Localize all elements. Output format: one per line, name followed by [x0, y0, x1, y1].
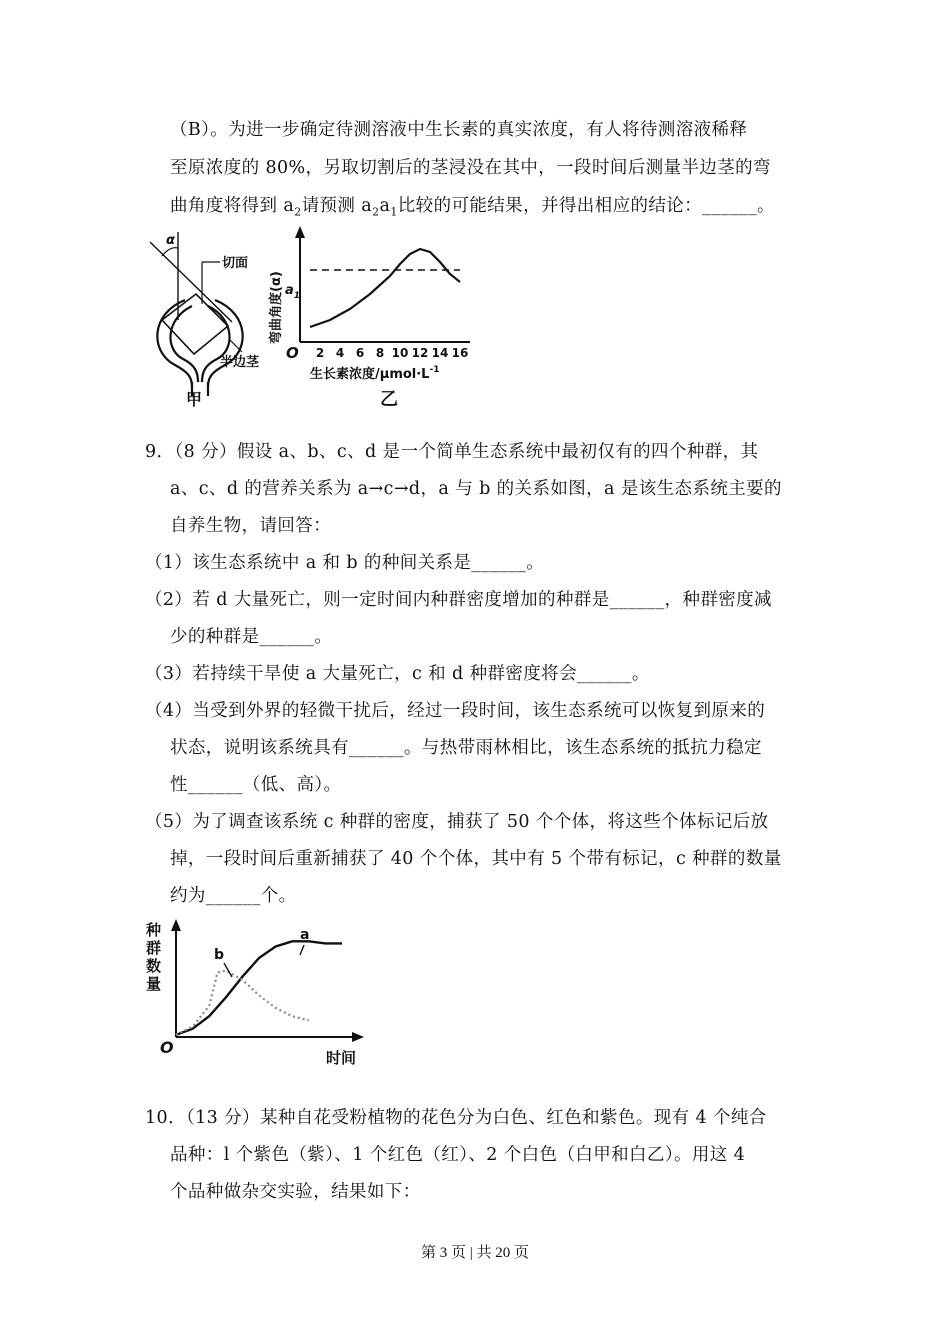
q9-sub-5a: （5）为了调查该系统 c 种群的密度，捕获了 50 个个体，将这些个体标记后放 [145, 812, 769, 832]
angle-line-diagonal [150, 242, 232, 322]
q9-sub-2a: （2）若 d 大量死亡，则一定时间内种群密度增加的种群是______，种群密度减 [145, 590, 772, 610]
x-tick-label: 12 [411, 346, 429, 360]
x-tick-label: 14 [431, 346, 449, 360]
q9-sub-5c: 约为______个。 [170, 886, 297, 906]
y-label-char-3: 数 [146, 957, 162, 975]
q10-line-2: 品种：l 个紫色（紫）、1 个红色（红）、2 个白色（白甲和白乙）。用这 4 [170, 1145, 746, 1165]
page-footer: 第 3 页 | 共 20 页 [420, 1245, 529, 1261]
q9-line-1: 9．（8 分）假设 a、b、c、d 是一个简单生态系统中最初仅有的四个种群，其 [145, 442, 759, 462]
a1-label: $a_1$ [285, 283, 301, 301]
q9-sub-5b: 掉，一段时间后重新捕获了 40 个个体，其中有 5 个带有标记，c 种群的数量 [170, 849, 782, 869]
label-b-leader [224, 963, 232, 977]
intro-line-2: 至原浓度的 80%，另取切割后的茎浸没在其中，一段时间后测量半边茎的弯 [170, 158, 771, 178]
q9-sub-1: （1）该生态系统中 a 和 b 的种间关系是______。 [145, 553, 545, 573]
angle-arc [162, 248, 178, 256]
q10-line-3: 个品种做杂交实验，结果如下： [170, 1182, 421, 1202]
figure-population-chart [142, 915, 372, 1075]
x-axis-arrow [352, 1032, 364, 1042]
q10-line-1: 10．（13 分）某种自花受粉植物的花色分为白色、红色和紫色。现有 4 个纯合 [145, 1108, 767, 1128]
y-label-char-2: 群 [146, 939, 162, 957]
q9-sub-3: （3）若持续干旱使 a 大量死亡，c 和 d 种群密度将会______。 [145, 664, 650, 684]
series-a-curve [176, 941, 342, 1035]
origin-label: O [160, 1038, 174, 1057]
q9-line-2: a、c、d 的营养关系为 a→c→d，a 与 b 的关系如图，a 是该生态系统主要的 [170, 479, 782, 499]
y-axis-arrow [171, 919, 181, 931]
y-axis-arrow [295, 226, 305, 238]
x-tick-label: 2 [315, 346, 325, 360]
x-tick-label: 8 [375, 346, 385, 360]
q9-line-3: 自养生物，请回答： [170, 516, 332, 536]
x-axis-label: 生长素浓度$/\mu mol\cdot L^{-1}$ [310, 365, 440, 382]
intro-line-3: 曲角度将得到 $a_2$请预测 $a_2a_1$比较的可能结果，并得出相应的结论：______。 [170, 196, 775, 219]
figure-stem-bending [140, 222, 480, 412]
x-axis-label: 时间 [326, 1049, 357, 1067]
label-a: a [300, 927, 310, 943]
cut-label: 切面 [222, 256, 249, 271]
label-b: b [214, 947, 225, 963]
q9-sub-4c: 性______（低、高）。 [170, 775, 342, 795]
y-label-char-1: 种 [146, 921, 162, 939]
caption-jia: 甲 [186, 390, 203, 409]
stem-outer-left [157, 300, 192, 387]
y-label-char-4: 量 [146, 975, 162, 993]
stem-outer-right [208, 300, 243, 387]
x-tick-label: 4 [335, 346, 345, 360]
bending-curve [310, 249, 460, 327]
x-tick-label: 6 [355, 346, 365, 360]
q9-sub-4a: （4）当受到外界的轻微干扰后，经过一段时间，该生态系统可以恢复到原来的 [145, 701, 766, 721]
angle-label: α [166, 233, 175, 248]
q9-sub-2b: 少的种群是______。 [170, 627, 333, 647]
stem-label: 半边茎 [220, 355, 260, 370]
origin-label: O [286, 344, 299, 362]
caption-yi: 乙 [380, 389, 398, 410]
panel-yi [295, 226, 470, 360]
x-tick-label: 16 [451, 346, 469, 360]
x-tick-label: 10 [391, 346, 409, 360]
q9-sub-4b: 状态，说明该系统具有______。与热带雨林相比，该生态系统的抵抗力稳定 [170, 738, 762, 758]
y-axis-label: 弯曲角度(α) [269, 271, 284, 344]
label-a-leader [300, 945, 304, 955]
intro-line-1: （B）。为进一步确定待测溶液中生长素的真实浓度，有人将待测溶液稀释 [170, 120, 748, 140]
